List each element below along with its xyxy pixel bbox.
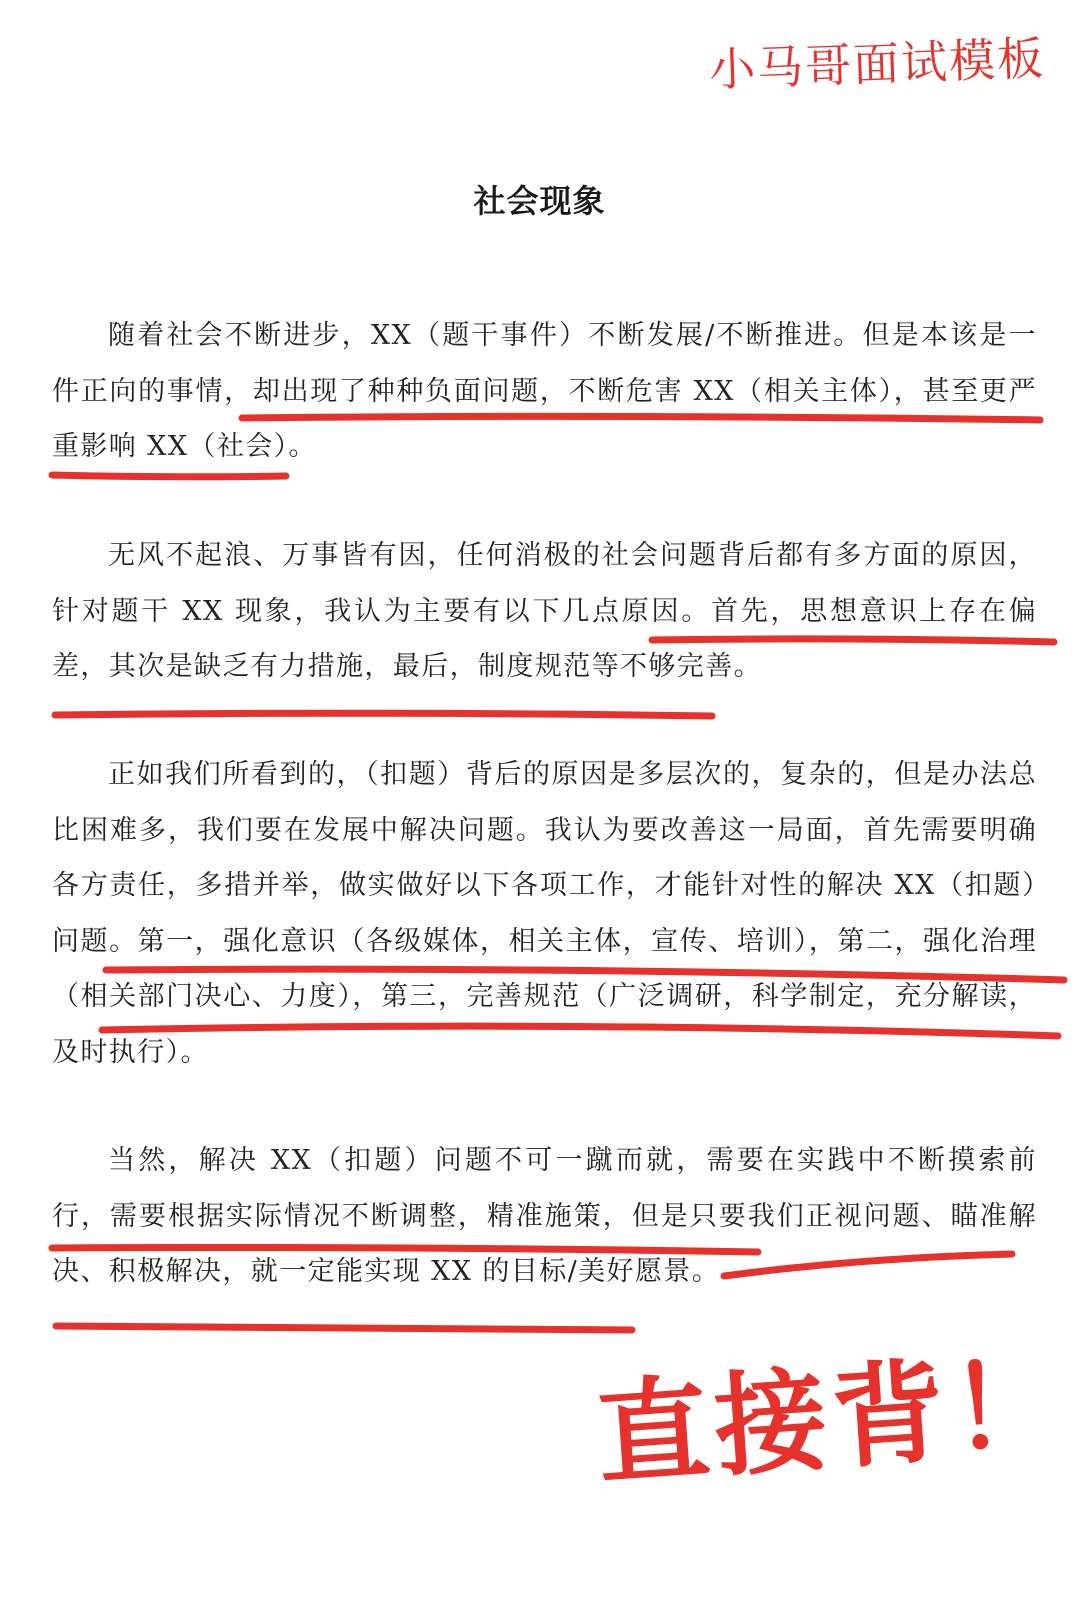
handwritten-closing-note: 直接背！ [592,1338,1073,1502]
document-title: 社会现象 [473,182,606,220]
paragraph-2: 无风不起浪、万事皆有因，任何消极的社会问题背后都有多方面的原因，针对题干 XX 现象，我认为主要有以下几点原因。首先，思想意识上存在偏差，其次是缺乏有力措施，最后，制度规范等不够完善。 [52,540,1037,682]
paragraph-3: 正如我们所看到的，（扣题）背后的原因是多层次的，复杂的，但是办法总比困难多，我们要在发展中解决问题。我认为要改善这一局面，首先需要明确各方责任，多措并举，做实做好以下各项工作，才能针对性的解决 XX（扣题）问题。第一，强化意识（各级媒体，相关主体，宣传、培训），第二，强化治理（相关部门决心、力度），第三，完善规范（广泛调研，科学制定，充分解读，及时执行）。 [52,759,1037,1068]
underline-p2-line3 [55,713,712,716]
underline-p1-line3 [52,475,286,477]
handwritten-watermark: 小马哥面试模板 [708,31,1046,97]
paragraph-4: 当然，解决 XX（扣题）问题不可一蹴而就，需要在实践中不断摸索前行，需要根据实际情况不断调整，精准施策，但是只要我们正视问题、瞄准解决、积极解决，就一定能实现 XX 的目标/美好愿景。 [52,1145,1037,1287]
underline-p4-line3 [56,1326,632,1330]
paragraph-1: 随着社会不断进步，XX（题干事件）不断发展/不断推进。但是本该是一件正向的事情，却出现了种种负面问题，不断危害 XX（相关主体），甚至更严重影响 XX（社会）。 [52,320,1037,462]
